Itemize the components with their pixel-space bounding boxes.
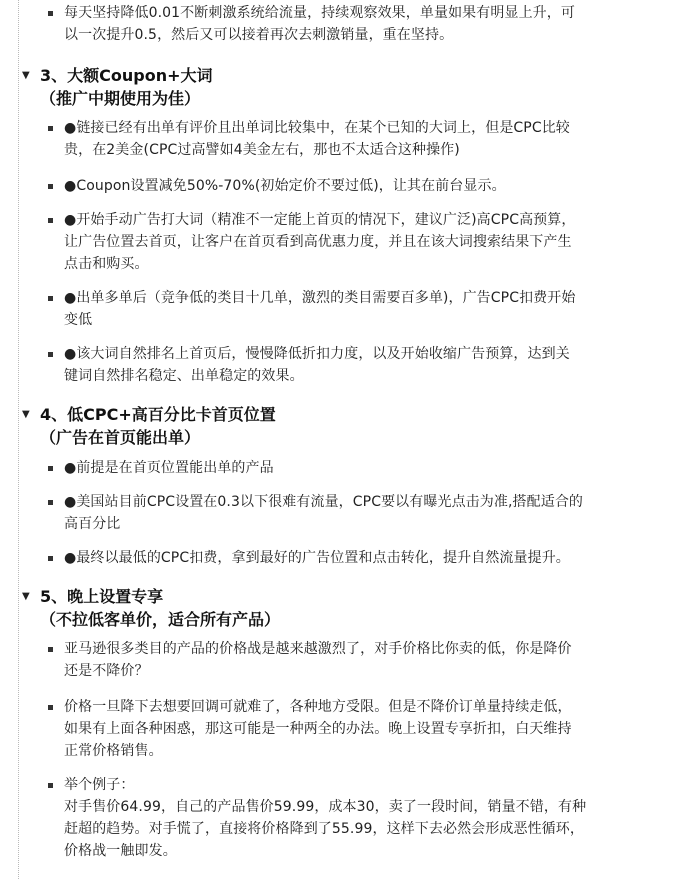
list-item-text-line: 正常价格销售。 — [64, 743, 163, 759]
bullet-icon — [48, 466, 53, 471]
list-item-text-line: 如果有上面各种困惑，那这可能是一种两全的办法。晚上设置专享折扣，白天维持 — [64, 721, 572, 737]
list-item-text-line: 还是不降价？ — [64, 663, 149, 679]
list-item-text-line: 以一次提升0.5，然后又可以接着再次去刺激销量，重在坚持。 — [64, 27, 454, 43]
list-item-text-line: ●该大词自然排名上首页后，慢慢降低折扣力度，以及开始收缩广告预算，达到关 — [64, 346, 570, 362]
list-item-text-line: 举个例子： — [64, 777, 135, 793]
section-heading: 3、大额Coupon+大词 — [40, 66, 213, 85]
bullet-icon — [48, 126, 53, 131]
list-item-text-line: 价格一旦降下去想要回调可就难了，各种地方受限。但是不降价订单量持续走低， — [64, 699, 572, 715]
list-item-text-line: 变低 — [64, 312, 93, 328]
list-item-text-line: ●链接已经有出单有评价且出单词比较集中，在某个已知的大词上，但是CPC比较 — [64, 120, 570, 136]
list-item-text-line: 点击和购买。 — [64, 256, 149, 272]
list-item-text-line: 对手售价64.99，自己的产品售价59.99，成本30，卖了一段时间，销量不错，有种 — [64, 799, 587, 815]
bullet-icon — [48, 11, 53, 16]
section-subheading: （广告在首页能出单） — [40, 428, 201, 447]
section-heading: 4、低CPC+高百分比卡首页位置 — [40, 405, 276, 424]
bullet-icon — [48, 296, 53, 301]
list-item-text-line: 每天坚持降低0.01不断刺激系统给流量，持续观察效果，单量如果有明显上升，可 — [64, 5, 575, 21]
list-item-text-line: ●最终以最低的CPC扣费，拿到最好的广告位置和点击转化，提升自然流量提升。 — [64, 550, 570, 566]
bullet-icon — [48, 184, 53, 189]
list-item-text-line: ●美国站目前CPC设置在0.3以下很难有流量，CPC要以有曝光点击为准,搭配适合的 — [64, 494, 584, 510]
section-heading: 5、晚上设置专享 — [40, 587, 164, 606]
list-item-text-line: 赶超的趋势。对手慌了，直接将价格降到了55.99，这样下去必然会形成恶性循环， — [64, 821, 584, 837]
list-item-text-line: 让广告位置去首页，让客户在首页看到高优惠力度，并且在该大词搜索结果下产生 — [64, 234, 572, 250]
bullet-icon — [48, 647, 53, 652]
bullet-icon — [48, 352, 53, 357]
list-item-text-line: 亚马逊很多类目的产品的价格战是越来越激烈了，对手价格比你卖的低，你是降价 — [64, 641, 572, 657]
list-item-text-line: 价格战一触即发。 — [64, 843, 177, 859]
list-item-text-line: 键词自然排名稳定、出单稳定的效果。 — [64, 368, 304, 384]
collapse-toggle-icon[interactable]: ▼ — [22, 409, 30, 420]
bullet-icon — [48, 218, 53, 223]
collapse-toggle-icon[interactable]: ▼ — [22, 591, 30, 602]
list-item-text-line: ●出单多单后（竞争低的类目十几单，激烈的类目需要百多单)，广告CPC扣费开始 — [64, 290, 576, 306]
bullet-icon — [48, 783, 53, 788]
list-item-text-line: ●开始手动广告打大词（精准不一定能上首页的情况下，建议广泛)高CPC高预算， — [64, 212, 576, 228]
section-subheading: （不拉低客单价，适合所有产品） — [40, 610, 281, 629]
bullet-icon — [48, 556, 53, 561]
bullet-icon — [48, 500, 53, 505]
list-item-text-line: ●前提是在首页位置能出单的产品 — [64, 460, 274, 476]
bullet-icon — [48, 705, 53, 710]
list-item-text-line: ●Coupon设置减免50%-70%(初始定价不要过低)，让其在前台显示。 — [64, 178, 506, 194]
collapse-toggle-icon[interactable]: ▼ — [22, 70, 30, 81]
list-item-text-line: 高百分比 — [64, 516, 121, 532]
list-item-text-line: 贵，在2美金(CPC过高譬如4美金左右，那也不太适合这种操作) — [64, 142, 460, 158]
section-subheading: （推广中期使用为佳） — [40, 89, 201, 108]
outline-guide-line — [18, 0, 19, 879]
